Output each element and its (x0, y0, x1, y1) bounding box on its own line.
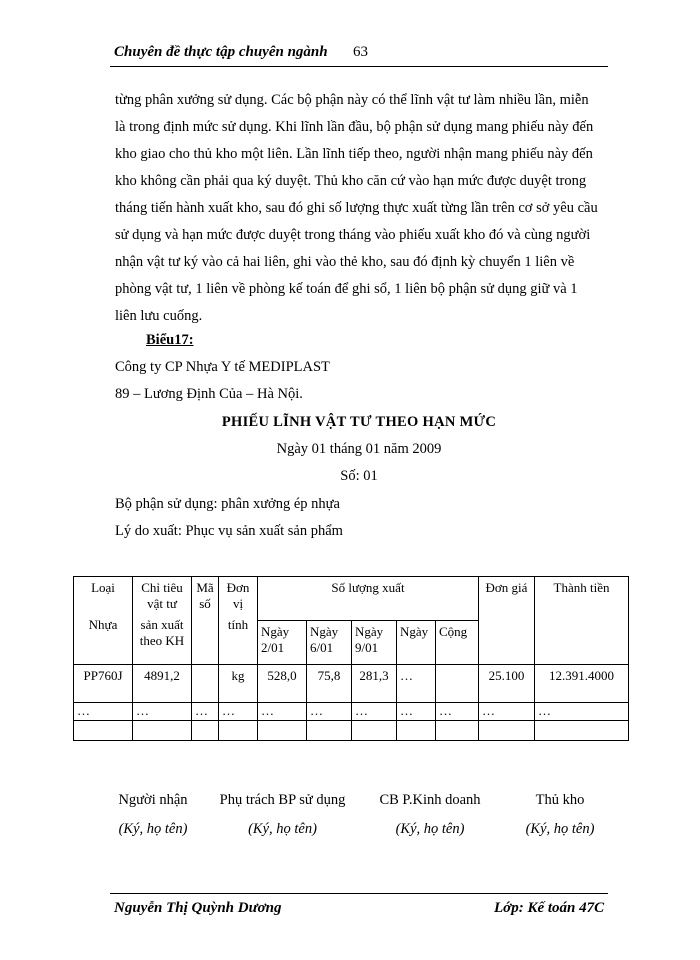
page-header (114, 44, 368, 61)
paragraph-line: phòng vật tư, 1 liên về phòng kế toán để ghi sổ, 1 liên bộ phận sử dụng giữ và 1 (115, 281, 578, 297)
paragraph-line: từng phân xưởng sử dụng. Các bộ phận này có thể lĩnh vật tư làm nhiều lần, miễn (115, 92, 589, 108)
company-address: 89 – Lương Định Của – Hà Nội. (115, 386, 303, 402)
col-day-4: Ngày (397, 621, 436, 665)
requisition-table (73, 576, 629, 741)
paragraph-line: nhận vật tư ký vào cả hai liên, ghi vào thẻ kho, sau đó định kỳ chuyển 1 liên về (115, 254, 575, 270)
form-title: PHIẾU LĨNH VẬT TƯ THEO HẠN MỨC (221, 414, 497, 430)
header-rule (110, 66, 608, 67)
signature-storekeeper: Thủ kho (Ký, họ tên) (525, 792, 595, 837)
col-day-1: Ngày 2/01 (258, 621, 307, 665)
col-donvi: Đơn vị tính (219, 577, 258, 665)
col-dongia: Đơn giá (479, 577, 535, 665)
figure-label: Biểu17: (146, 332, 194, 348)
paragraph-line: sử dụng và hạn mức được duyệt trong tháng vào phiếu xuất kho đó và cùng người (115, 227, 591, 243)
page-number: 63 (353, 44, 368, 60)
paragraph-line: kho không cần phải qua ký duyệt. Thủ kho căn cứ vào hạn mức được duyệt trong (115, 173, 587, 189)
body-paragraph (115, 87, 610, 330)
col-day-3: Ngày 9/01 (352, 621, 397, 665)
form-number: Số: 01 (340, 468, 378, 484)
col-thanhtien: Thành tiền (535, 577, 629, 665)
form-date: Ngày 01 tháng 01 năm 2009 (276, 441, 442, 457)
col-maso: Mã số (192, 577, 219, 665)
paragraph-line: liên lưu cuống. (115, 308, 203, 324)
paragraph-line: kho giao cho thủ kho một liên. Lần lĩnh tiếp theo, người nhận mang phiếu này đến (115, 146, 593, 162)
table-row: PP760J 4891,2 kg 528,0 75,8 281,3 … 25.100 12.391.4000 (74, 665, 629, 703)
footer-class: Lớp: Kế toán 47C (494, 900, 605, 916)
signature-department-head: Phụ trách BP sử dụng (Ký, họ tên) (219, 792, 346, 837)
col-cong: Cộng (436, 621, 479, 665)
col-soluong: Số lượng xuất (258, 577, 479, 621)
signature-business-officer: CB P.Kinh doanh (Ký, họ tên) (379, 792, 481, 837)
paragraph-line: là trong định mức sử dụng. Khi lĩnh lần đầu, bộ phận sử dụng mang phiếu này đến (115, 119, 594, 135)
table-row: … … … … … … … … … … … (74, 703, 629, 721)
footer-rule (110, 893, 608, 894)
col-day-2: Ngày 6/01 (307, 621, 352, 665)
signature-receiver: Người nhận (Ký, họ tên) (118, 792, 188, 837)
col-chitieu: Chỉ tiêu vật tư sản xuất theo KH (133, 577, 192, 665)
col-loai: Loại Nhựa (74, 577, 133, 665)
footer-author: Nguyễn Thị Quỳnh Dương (114, 900, 282, 916)
department: Bộ phận sử dụng: phân xưởng ép nhựa (115, 496, 340, 512)
header-title: Chuyên đề thực tập chuyên ngành (114, 44, 328, 60)
company-name: Công ty CP Nhựa Y tế MEDIPLAST (115, 359, 330, 375)
paragraph-line: tháng tiến hành xuất kho, sau đó ghi số lượng thực xuất từng lần trên cơ sở yêu cầu (115, 200, 598, 216)
reason: Lý do xuất: Phục vụ sản xuất sản phẩm (115, 523, 343, 539)
table-row (74, 721, 629, 741)
